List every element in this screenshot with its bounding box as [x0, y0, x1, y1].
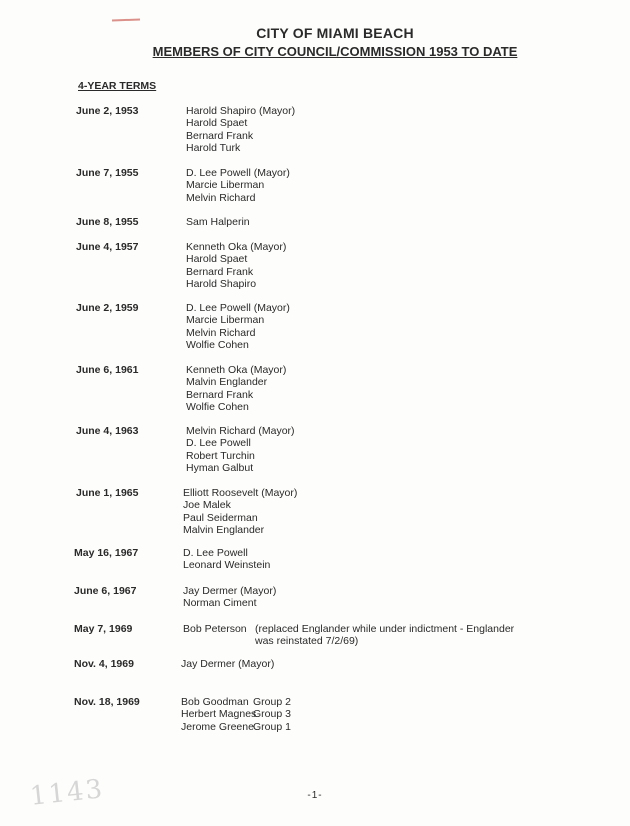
member-name: D. Lee Powell: [186, 437, 251, 450]
member-group: Group 1: [253, 720, 291, 733]
member-name: Harold Shapiro (Mayor): [186, 105, 296, 117]
page-number: -1-: [307, 790, 323, 801]
member-name: Jay Dermer (Mayor): [183, 585, 277, 597]
member-list: [186, 105, 295, 155]
member-name: Bernard Frank: [186, 265, 254, 278]
member-name: Marcie Liberman: [186, 314, 265, 327]
member-name: Wolfie Cohen: [186, 401, 249, 414]
member-list: [183, 547, 270, 572]
member-row: [181, 721, 291, 733]
member-list: [186, 241, 286, 291]
member-list: [181, 696, 291, 733]
document-title: CITY OF MIAMI BEACH: [256, 25, 414, 41]
member-name: D. Lee Powell: [183, 547, 248, 559]
member-name: Hyman Galbut: [186, 462, 254, 475]
member-name: Marcie Liberman: [186, 179, 265, 192]
member-name: Norman Ciment: [183, 597, 257, 610]
member-name: Harold Turk: [186, 142, 241, 155]
member-name: Malvin Englander: [183, 524, 265, 537]
member-name: Sam Halperin: [186, 216, 250, 228]
member-group: Group 3: [253, 708, 291, 721]
term-date: June 7, 1955: [76, 167, 139, 179]
member-name: Harold Shapiro: [186, 278, 257, 291]
member-name: Joe Malek: [183, 499, 231, 512]
member-list: [186, 167, 290, 204]
member-name: Bob Goodman: [181, 696, 249, 708]
member-list: [186, 425, 295, 475]
term-date: June 6, 1967: [74, 585, 137, 597]
term-date: May 7, 1969: [74, 623, 133, 635]
member-list: [186, 364, 286, 414]
member-name: Bob Peterson: [183, 623, 247, 635]
member-group: Group 2: [253, 696, 291, 708]
term-date: June 4, 1963: [76, 425, 139, 437]
member-name: Malvin Englander: [186, 376, 268, 389]
member-name: Bernard Frank: [186, 129, 254, 142]
member-name: Kenneth Oka (Mayor): [186, 241, 287, 253]
member-name: Melvin Richard: [186, 191, 256, 204]
member-name: Elliott Roosevelt (Mayor): [183, 487, 298, 499]
member-row: [181, 708, 291, 720]
term-note: (replaced Englander while under indictment - Englander was reinstated 7/2/69): [255, 623, 515, 648]
member-name: Leonard Weinstein: [183, 559, 271, 572]
faint-stamp: 1143: [28, 774, 106, 812]
member-name: Paul Seiderman: [183, 511, 258, 524]
term-date: Nov. 18, 1969: [74, 696, 140, 708]
member-name: Melvin Richard: [186, 326, 256, 339]
member-list: [183, 623, 247, 635]
document-header: [0, 25, 630, 59]
term-date: June 2, 1953: [76, 105, 139, 117]
member-name: Kenneth Oka (Mayor): [186, 364, 287, 376]
member-list: [183, 585, 276, 610]
member-name: Harold Spaet: [186, 253, 248, 266]
member-name: Herbert Magnes: [181, 708, 257, 721]
member-name: D. Lee Powell (Mayor): [186, 167, 290, 179]
term-date: Nov. 4, 1969: [74, 658, 134, 670]
member-name: Harold Spaet: [186, 117, 248, 130]
member-name: Jay Dermer (Mayor): [181, 658, 275, 670]
document-subtitle: MEMBERS OF CITY COUNCIL/COMMISSION 1953 TO DATE: [152, 44, 518, 59]
pen-mark: [112, 19, 140, 22]
member-list: [181, 658, 274, 670]
member-name: Wolfie Cohen: [186, 339, 249, 352]
term-date: June 2, 1959: [76, 302, 139, 314]
member-row: [181, 696, 291, 708]
member-name: Robert Turchin: [186, 449, 255, 462]
term-date: June 4, 1957: [76, 241, 139, 253]
term-date: June 1, 1965: [76, 487, 139, 499]
member-name: Jerome Greene: [181, 720, 254, 733]
member-list: [186, 302, 290, 352]
member-list: [186, 216, 250, 228]
member-list: [183, 487, 297, 537]
term-date: May 16, 1967: [74, 547, 139, 559]
term-date: June 6, 1961: [76, 364, 139, 376]
term-date: June 8, 1955: [76, 216, 139, 228]
member-name: D. Lee Powell (Mayor): [186, 302, 290, 314]
member-name: Bernard Frank: [186, 388, 254, 401]
member-name: Melvin Richard (Mayor): [186, 425, 295, 437]
section-heading: 4-YEAR TERMS: [78, 80, 157, 92]
